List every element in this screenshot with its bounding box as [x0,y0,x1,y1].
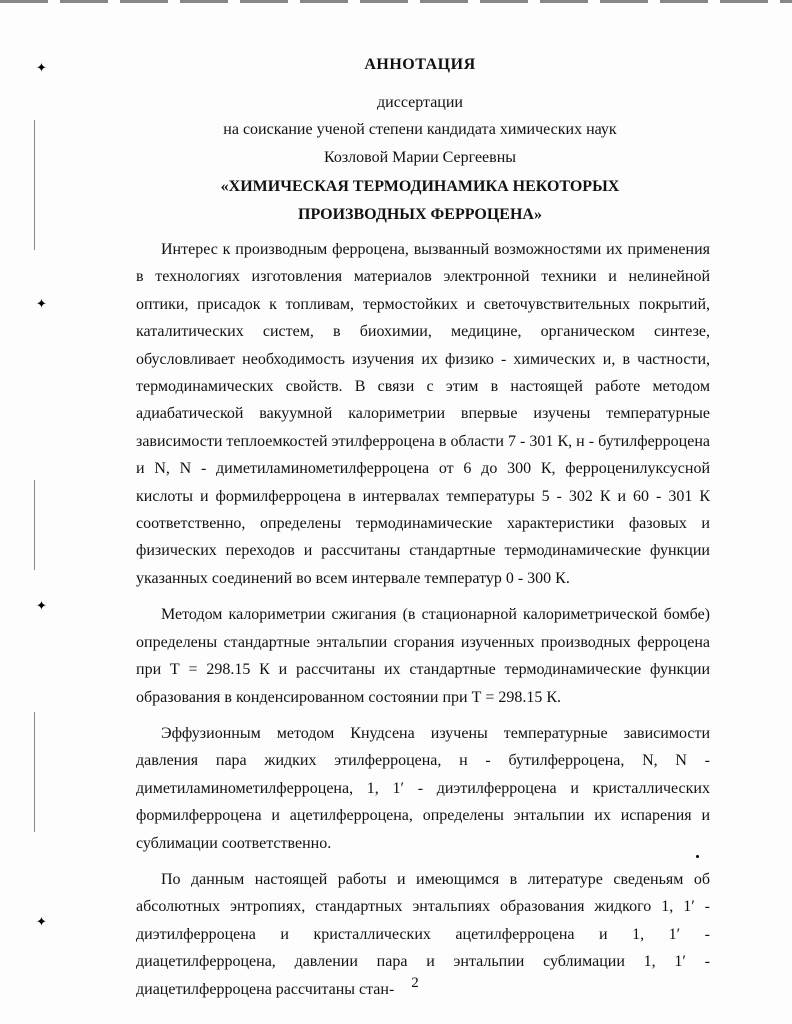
scan-margin-line [34,712,35,832]
punch-hole-mark: ✦ [36,914,47,929]
document-title: АННОТАЦИЯ [364,56,476,73]
punch-hole-mark: ✦ [36,598,47,613]
thesis-title-line-1: «ХИМИЧЕСКАЯ ТЕРМОДИНАМИКА НЕКОТОРЫХ [220,178,620,195]
subtitle-degree: на соискание ученой степени кандидата химических наук [223,121,617,138]
scan-margin-line [34,480,35,570]
page-number: 2 [411,975,419,991]
abstract-paragraph: Эффузионным методом Кнудсена изучены температурные зависимости давления пара жидких этилферроцена, н - бутилферроцена, N, N - диметиламинометилферроцена, 1, 1′ - диэтилферроцена и кристаллических формилферроцена и ацетилферроцена, определены энтальпии их испарения и сублимации соответственно. [136,724,710,852]
abstract-paragraph: Интерес к производным ферроцена, вызванный возможностями их применения в технологиях изготовления материалов электронной техники и нелинейной оптики, присадок к топливам, термостойких и светочувствительных покрытий, каталитических систем, в биохимии, медицине, органическом синтезе, обусловливает необходимость изучения их физико - химических и, в частности, термодинамических свойств. В связи с этим в настоящей работе методом адиабатической вакуумной калориметрии впервые изучены температурные зависимости теплоемкостей этилферроцена в области 7 - 301 К, н - бутилферроцена и N, N - диметиламинометилферроцена от 6 до 300 К, ферроценилуксусной кислоты и формилферроцена в интервалах температуры 5 - 302 К и 60 - 301 К соответственно, определены термодинамические характеристики фазовых и физических переходов и рассчитаны стандартные термодинамические функции указанных соединений во всем интервале температур 0 - 300 К. [136,241,710,587]
punch-hole-mark: ✦ [36,296,47,311]
author-name: Козловой Марии Сергеевны [323,149,517,166]
subtitle-dissertation: диссертации [377,94,463,111]
abstract-paragraph: Методом калориметрии сжигания (в стационарной калориметрической бомбе) определены стандартные энтальпии сгорания изученных производных ферроцена при Т = 298.15 К и рассчитаны их стандартные термодинамические функции образования в конденсированном состоянии при Т = 298.15 К. [136,606,710,706]
thesis-title-line-2: ПРОИЗВОДНЫХ ФЕРРОЦЕНА» [298,206,542,223]
abstract-body [136,236,710,1012]
punch-hole-mark: ✦ [36,60,47,75]
scan-border-top [0,0,792,3]
abstract-paragraph: По данным настоящей работы и имеющимся в литературе сведеньям об абсолютных энтропиях, стандартных энтальпиях образования жидкого 1, 1′ - диэтилферроцена и кристаллических ацетилферроцена и 1, 1′ - диацетилферроцена, давлении пара и энтальпии сублимации 1, 1′ - диацетилферроцена рассчитаны стан- [136,870,710,998]
